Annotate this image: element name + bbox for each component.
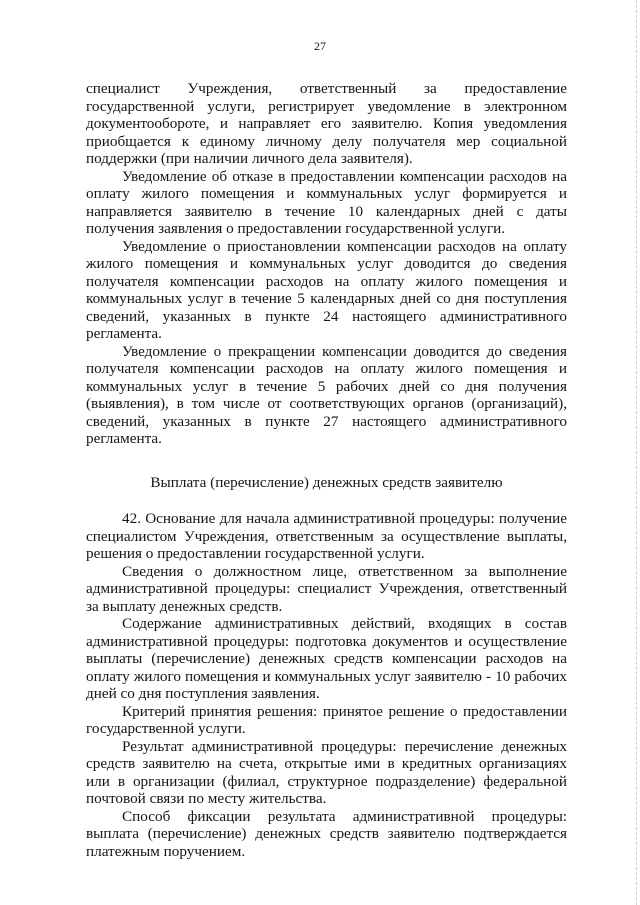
scan-edge-line xyxy=(635,0,637,905)
paragraph-continuation: специалист Учреждения, ответственный за предоставление государственной услуги, регистрирует уведомление в электронном документообороте, и направляет его заявителю. Копия уведомления приобщается к единому личному делу получателя мер социальной поддержки (при наличии личного дела заявителя). xyxy=(86,80,567,167)
section-heading: Выплата (перечисление) денежных средств заявителю xyxy=(150,473,503,491)
paragraph-refusal-notice: Уведомление об отказе в предоставлении компенсации расходов на оплату жилого помещения и коммунальных услуг формируется и направляется заявителю в течение 10 календарных дней с даты получения заявления о предоставлении государственной услуги. xyxy=(86,167,567,237)
page-number: 27 xyxy=(314,39,326,53)
spacer xyxy=(86,448,567,474)
paragraph-termination-notice: Уведомление о прекращении компенсации доводится до сведения получателя компенсации расходов на оплату жилого помещения и коммунальных услуг в течение 5 рабочих дней со дня получения (выявления), в том числе от соответствующих органов (организаций), сведений, указанных в пункте 27 настоящего административного регламента. xyxy=(86,342,567,447)
paragraph-decision-criterion: Критерий принятия решения: принятое решение о предоставлении государственной услуги. xyxy=(86,702,567,737)
paragraph-suspension-notice: Уведомление о приостановлении компенсации расходов на оплату жилого помещения и коммунальных услуг доводится до сведения получателя компенсации расходов на оплату жилого помещения и коммунальных услуг в течение 5 календарных дней со дня поступления сведений, указанных в пункте 24 настоящего административного регламента. xyxy=(86,237,567,342)
paragraph-responsible-official: Сведения о должностном лице, ответственном за выполнение административной процедуры: специалист Учреждения, ответственный за выплату денежных средств. xyxy=(86,562,567,615)
spacer xyxy=(86,491,567,510)
paragraph-procedure-result: Результат административной процедуры: перечисление денежных средств заявителю на счета, открытые ими в кредитных организациях или в организации (филиал, структурное подразделение) федеральной почтовой связи по месту жительства. xyxy=(86,737,567,807)
paragraph-actions-content: Содержание административных действий, входящих в состав административной процедуры: подготовка документов и осуществление выплаты (перечисление) денежных средств компенсации расходов на оплату жилого помещения и коммунальных услуг заявителю - 10 рабочих дней со дня поступления заявления. xyxy=(86,615,567,702)
document-body xyxy=(86,80,567,860)
paragraph-42-basis: 42. Основание для начала административной процедуры: получение специалистом Учреждения, ответственным за осуществление выплаты, решения о предоставлении государственной услуги. xyxy=(86,510,567,562)
paragraph-result-recording: Способ фиксации результата административной процедуры: выплата (перечисление) денежных средств заявителю подтверждается платежным поручением. xyxy=(86,807,567,860)
